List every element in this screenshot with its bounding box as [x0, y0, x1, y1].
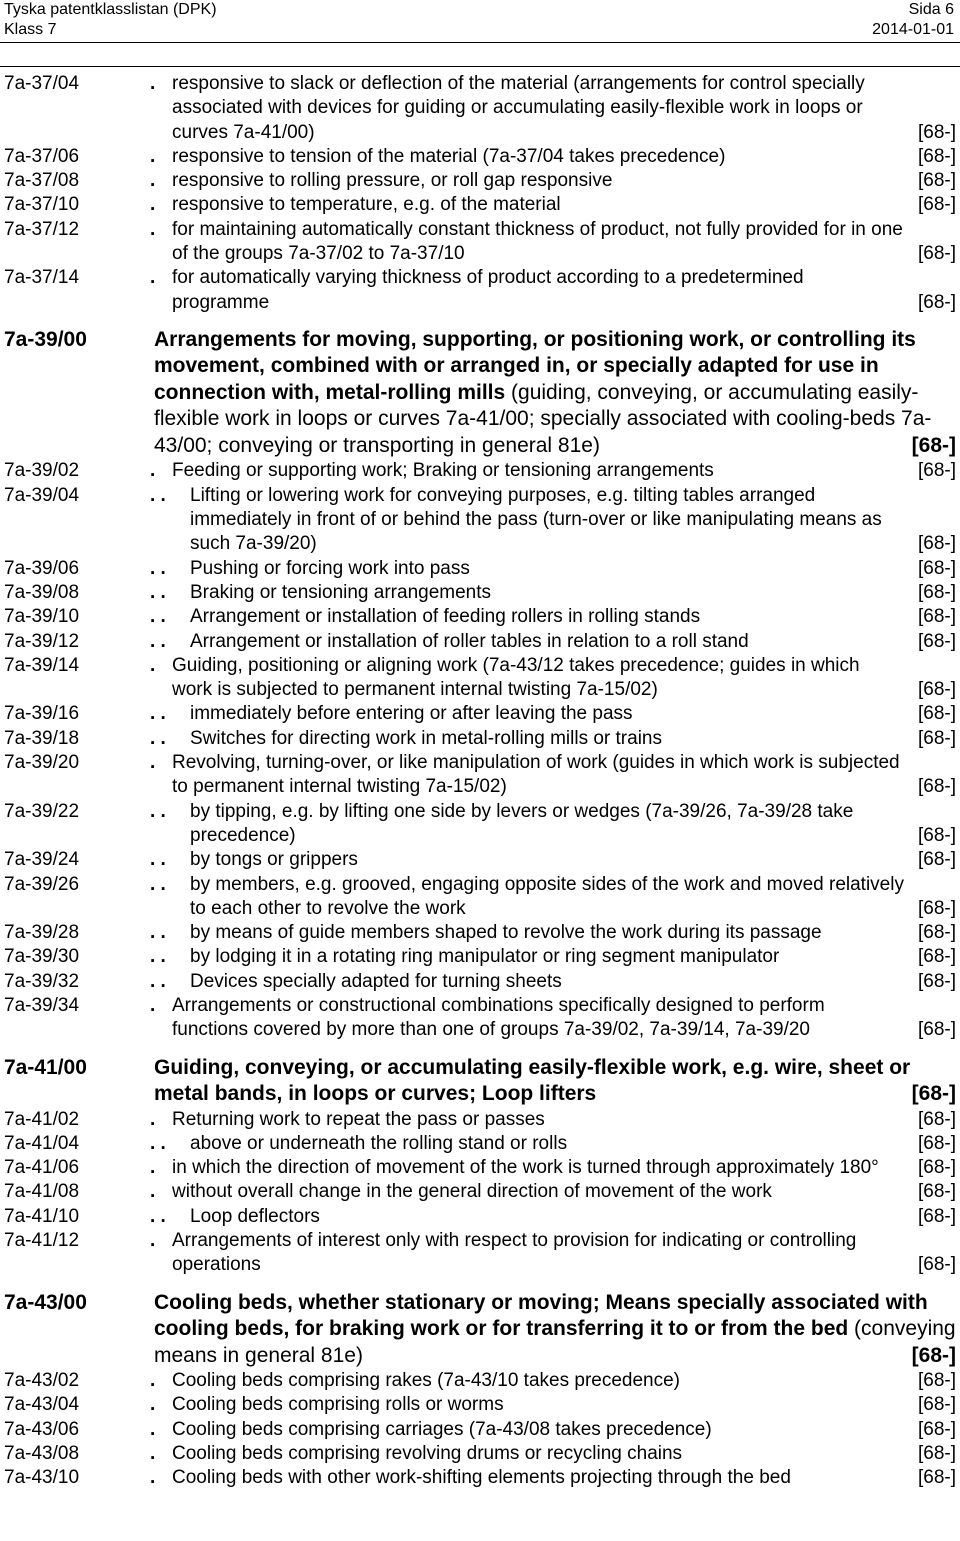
- period-reference: [68-]: [911, 1343, 956, 1367]
- group-text: for automatically varying thickness of product according to a predetermined programme: [172, 267, 804, 313]
- page-number: Sida 6: [908, 1, 954, 18]
- group-text: (guiding, conveying, or accumulating easily-flexible work in loops or curves 7a-41/00; specially associated with cooling-beds 7a-43/00; conveying or transporting in general 81e): [154, 380, 932, 457]
- group-code: 7a-39/14: [4, 654, 80, 676]
- subgroup-entry: [4, 994, 956, 1043]
- group-text: responsive to rolling pressure, or roll gap responsive: [172, 170, 613, 192]
- group-code: 7a-41/08: [4, 1181, 80, 1203]
- group-text: Lifting or lowering work for conveying purposes, e.g. tilting tables arranged immediately in front of or behind the pass (turn-over or like manipulating means as such 7a-39/20): [190, 484, 882, 555]
- subgroup-entry: [4, 1369, 956, 1393]
- group-code: 7a-39/12: [4, 630, 80, 652]
- group-code: 7a-41/04: [4, 1132, 80, 1154]
- period-reference: [68-]: [917, 946, 956, 968]
- group-code: 7a-37/12: [4, 218, 80, 240]
- indent-dots: . .: [150, 630, 166, 652]
- group-text: Cooling beds comprising carriages (7a-43/08 takes precedence): [172, 1418, 712, 1440]
- group-code: 7a-39/00: [4, 327, 87, 351]
- group-description: [150, 169, 956, 193]
- indent-dots: . .: [150, 1205, 166, 1227]
- group-code: 7a-41/02: [4, 1108, 80, 1130]
- group-text: Loop deflectors: [190, 1205, 320, 1227]
- group-code: 7a-37/10: [4, 194, 80, 216]
- main-group-entry: [4, 1290, 956, 1370]
- indent-dots: . .: [150, 484, 166, 506]
- group-description: [150, 1156, 956, 1180]
- period-reference: [68-]: [917, 291, 956, 313]
- period-reference: [68-]: [917, 824, 956, 846]
- subgroup-entry: [4, 630, 956, 654]
- period-reference: [68-]: [917, 1181, 956, 1203]
- period-reference: [68-]: [917, 1108, 956, 1130]
- period-reference: [68-]: [911, 433, 956, 457]
- header-rule-lower: [0, 66, 960, 67]
- subgroup-entry: [4, 873, 956, 922]
- group-description: [150, 193, 956, 217]
- group-text: Cooling beds comprising revolving drums or recycling chains: [172, 1443, 683, 1465]
- subgroup-entry: [4, 1180, 956, 1204]
- group-description: [150, 630, 956, 654]
- group-description: [150, 873, 956, 922]
- group-description: [150, 1393, 956, 1417]
- period-reference: [68-]: [917, 1418, 956, 1440]
- document-title: Tyska patentklasslistan (DPK): [4, 1, 217, 18]
- indent-dots: .: [150, 1467, 156, 1489]
- group-text: Arrangements of interest only with respect to provision for indicating or controlling operations: [172, 1230, 857, 1276]
- indent-dots: . .: [150, 970, 166, 992]
- subgroup-entry: [4, 702, 956, 726]
- subgroup-entry: [4, 266, 956, 315]
- period-reference: [68-]: [917, 727, 956, 749]
- classification-list: [4, 72, 956, 1491]
- page-header: [4, 0, 954, 40]
- subgroup-entry: [4, 751, 956, 800]
- group-text: by tongs or grippers: [190, 849, 358, 871]
- group-description: [150, 605, 956, 629]
- group-text: Devices specially adapted for turning sheets: [190, 970, 562, 992]
- group-text: Feeding or supporting work; Braking or tensioning arrangements: [172, 460, 714, 482]
- group-description: [150, 459, 956, 483]
- subgroup-entry: [4, 72, 956, 145]
- group-description: [150, 654, 956, 703]
- group-code: 7a-39/06: [4, 557, 80, 579]
- group-description: [150, 1229, 956, 1278]
- document-date: 2014-01-01: [872, 21, 954, 38]
- period-reference: [68-]: [917, 170, 956, 192]
- group-code: 7a-37/08: [4, 170, 80, 192]
- header-left: [4, 0, 217, 40]
- period-reference: [68-]: [917, 533, 956, 555]
- indent-dots: .: [150, 194, 156, 216]
- subgroup-entry: [4, 1442, 956, 1466]
- group-description: [150, 1442, 956, 1466]
- group-code: 7a-39/30: [4, 946, 80, 968]
- indent-dots: . .: [150, 727, 166, 749]
- period-reference: [68-]: [917, 970, 956, 992]
- indent-dots: .: [150, 145, 156, 167]
- indent-dots: . .: [150, 873, 166, 895]
- period-reference: [68-]: [917, 703, 956, 725]
- group-code: 7a-37/06: [4, 145, 80, 167]
- subgroup-entry: [4, 1393, 956, 1417]
- period-reference: [68-]: [917, 897, 956, 919]
- group-code: 7a-39/24: [4, 849, 80, 871]
- group-description: [150, 945, 956, 969]
- group-text: Cooling beds comprising rolls or worms: [172, 1394, 504, 1416]
- group-title: Guiding, conveying, or accumulating easily-flexible work, e.g. wire, sheet or metal bands, in loops or curves; Loop lifters: [154, 1055, 911, 1106]
- group-code: 7a-41/12: [4, 1230, 80, 1252]
- period-reference: [68-]: [917, 1394, 956, 1416]
- group-text: Braking or tensioning arrangements: [190, 581, 492, 603]
- subgroup-entry: [4, 727, 956, 751]
- period-reference: [68-]: [917, 849, 956, 871]
- subgroup-entry: [4, 169, 956, 193]
- group-text: responsive to slack or deflection of the material (arrangements for control specially associated with devices for guiding or accumulating easily-flexible work in loops or curves 7a-41/00): [172, 73, 865, 143]
- subgroup-entry: [4, 459, 956, 483]
- indent-dots: .: [150, 1108, 156, 1130]
- subgroup-entry: [4, 1418, 956, 1442]
- period-reference: [68-]: [917, 194, 956, 216]
- group-text: immediately before entering or after leaving the pass: [190, 703, 633, 725]
- group-description: [150, 145, 956, 169]
- group-text: Guiding, positioning or aligning work (7a-43/12 takes precedence; guides in which work is subjected to permanent internal twisting 7a-15/02): [172, 654, 860, 701]
- period-reference: [68-]: [917, 776, 956, 798]
- subgroup-entry: [4, 145, 956, 169]
- group-text: above or underneath the rolling stand or rolls: [190, 1132, 568, 1154]
- class-label: Klass 7: [4, 21, 57, 38]
- indent-dots: .: [150, 267, 156, 289]
- group-description: [154, 1055, 956, 1108]
- group-description: [154, 327, 956, 460]
- indent-dots: .: [150, 218, 156, 240]
- group-description: [150, 1205, 956, 1229]
- group-code: 7a-43/00: [4, 1290, 87, 1314]
- indent-dots: . .: [150, 606, 166, 628]
- subgroup-entry: [4, 218, 956, 267]
- group-code: 7a-39/16: [4, 703, 80, 725]
- subgroup-entry: [4, 605, 956, 629]
- group-code: 7a-39/04: [4, 484, 80, 506]
- main-group-entry: [4, 327, 956, 460]
- group-description: [154, 1290, 956, 1370]
- subgroup-entry: [4, 484, 956, 557]
- group-code: 7a-39/32: [4, 970, 80, 992]
- period-reference: [68-]: [917, 581, 956, 603]
- group-title: Arrangements for moving, supporting, or positioning work, or controlling its movement, combined with or arranged in, or specially adapted for use in connection with, metal-rolling mills: [154, 327, 916, 404]
- indent-dots: .: [150, 460, 156, 482]
- subgroup-entry: [4, 193, 956, 217]
- indent-dots: . .: [150, 800, 166, 822]
- period-reference: [68-]: [917, 922, 956, 944]
- group-text: responsive to temperature, e.g. of the material: [172, 194, 561, 216]
- period-reference: [68-]: [917, 630, 956, 652]
- header-rule: [0, 42, 960, 43]
- subgroup-entry: [4, 1156, 956, 1180]
- group-text: in which the direction of movement of the work is turned through approximately 180°: [172, 1157, 879, 1179]
- group-description: [150, 1108, 956, 1132]
- group-text: without overall change in the general direction of movement of the work: [172, 1181, 772, 1203]
- group-text: Switches for directing work in metal-rolling mills or trains: [190, 727, 662, 749]
- indent-dots: .: [150, 1157, 156, 1179]
- group-text: Cooling beds with other work-shifting elements projecting through the bed: [172, 1467, 791, 1489]
- indent-dots: .: [150, 73, 156, 94]
- group-code: 7a-39/26: [4, 873, 80, 895]
- group-text: by lodging it in a rotating ring manipulator or ring segment manipulator: [190, 946, 780, 968]
- main-group-entry: [4, 1055, 956, 1108]
- group-text: Arrangements or constructional combinations specifically designed to perform functions covered by more than one of groups 7a-39/02, 7a-39/14, 7a-39/20: [172, 995, 825, 1041]
- group-text: Pushing or forcing work into pass: [190, 557, 470, 579]
- group-description: [150, 557, 956, 581]
- group-text: (conveying means in general 81e): [154, 1317, 956, 1367]
- period-reference: [68-]: [911, 1082, 956, 1106]
- subgroup-entry: [4, 1466, 956, 1490]
- group-description: [150, 581, 956, 605]
- group-description: [150, 1369, 956, 1393]
- indent-dots: .: [150, 1443, 156, 1465]
- group-code: 7a-39/20: [4, 752, 80, 774]
- group-description: [150, 266, 956, 315]
- subgroup-entry: [4, 945, 956, 969]
- group-code: 7a-41/06: [4, 1157, 80, 1179]
- period-reference: [68-]: [917, 121, 956, 143]
- indent-dots: . .: [150, 922, 166, 944]
- group-text: by members, e.g. grooved, engaging opposite sides of the work and moved relatively to each other to revolve the work: [190, 873, 904, 919]
- group-description: [150, 702, 956, 726]
- group-text: by means of guide members shaped to revolve the work during its passage: [190, 922, 822, 944]
- subgroup-entry: [4, 1108, 956, 1132]
- period-reference: [68-]: [917, 1205, 956, 1227]
- group-description: [150, 72, 956, 145]
- group-title: Cooling beds, whether stationary or moving; Means specially associated with cooling beds, for braking work or for transferring it to or from the bed: [154, 1290, 928, 1341]
- period-reference: [68-]: [917, 243, 956, 265]
- indent-dots: .: [150, 752, 156, 774]
- group-description: [150, 751, 956, 800]
- period-reference: [68-]: [917, 460, 956, 482]
- group-code: 7a-37/14: [4, 267, 80, 289]
- subgroup-entry: [4, 581, 956, 605]
- group-text: Cooling beds comprising rakes (7a-43/10 takes precedence): [172, 1370, 680, 1392]
- subgroup-entry: [4, 654, 956, 703]
- group-code: 7a-39/02: [4, 460, 80, 482]
- group-text: for maintaining automatically constant thickness of product, not fully provided for in one of the groups 7a-37/02 to 7a-37/10: [172, 218, 903, 265]
- subgroup-entry: [4, 970, 956, 994]
- period-reference: [68-]: [917, 145, 956, 167]
- group-code: 7a-39/34: [4, 995, 80, 1016]
- period-reference: [68-]: [917, 1157, 956, 1179]
- group-code: 7a-41/00: [4, 1055, 87, 1079]
- group-description: [150, 1180, 956, 1204]
- indent-dots: .: [150, 1418, 156, 1440]
- subgroup-entry: [4, 1205, 956, 1229]
- group-code: 7a-39/10: [4, 606, 80, 628]
- indent-dots: .: [150, 170, 156, 192]
- group-description: [150, 727, 956, 751]
- indent-dots: .: [150, 1370, 156, 1392]
- group-code: 7a-41/10: [4, 1205, 80, 1227]
- indent-dots: .: [150, 1394, 156, 1416]
- period-reference: [68-]: [917, 606, 956, 628]
- period-reference: [68-]: [917, 557, 956, 579]
- indent-dots: . .: [150, 849, 166, 871]
- indent-dots: . .: [150, 557, 166, 579]
- group-text: Arrangement or installation of feeding rollers in rolling stands: [190, 606, 701, 628]
- group-code: 7a-39/28: [4, 922, 80, 944]
- period-reference: [68-]: [917, 679, 956, 701]
- group-text: responsive to tension of the material (7a-37/04 takes precedence): [172, 145, 726, 167]
- group-description: [150, 1132, 956, 1156]
- group-text: Revolving, turning-over, or like manipulation of work (guides in which work is subjected to permanent internal twisting 7a-15/02): [172, 752, 900, 798]
- group-description: [150, 1418, 956, 1442]
- indent-dots: . .: [150, 703, 166, 725]
- indent-dots: .: [150, 995, 156, 1016]
- group-description: [150, 970, 956, 994]
- group-description: [150, 921, 956, 945]
- group-code: 7a-43/08: [4, 1443, 80, 1465]
- period-reference: [68-]: [917, 1254, 956, 1276]
- group-text: Returning work to repeat the pass or passes: [172, 1108, 545, 1130]
- indent-dots: . .: [150, 581, 166, 603]
- period-reference: [68-]: [917, 1019, 956, 1041]
- subgroup-entry: [4, 800, 956, 849]
- subgroup-entry: [4, 1229, 956, 1278]
- group-code: 7a-39/22: [4, 800, 80, 822]
- group-description: [150, 848, 956, 872]
- group-description: [150, 484, 956, 557]
- group-description: [150, 994, 956, 1043]
- indent-dots: . .: [150, 946, 166, 968]
- group-code: 7a-39/18: [4, 727, 80, 749]
- group-code: 7a-43/04: [4, 1394, 80, 1416]
- header-right: [872, 0, 954, 40]
- indent-dots: .: [150, 1181, 156, 1203]
- period-reference: [68-]: [917, 1132, 956, 1154]
- period-reference: [68-]: [917, 1443, 956, 1465]
- subgroup-entry: [4, 921, 956, 945]
- indent-dots: .: [150, 1230, 156, 1252]
- group-code: 7a-43/02: [4, 1370, 80, 1392]
- indent-dots: . .: [150, 1132, 166, 1154]
- group-text: by tipping, e.g. by lifting one side by levers or wedges (7a-39/26, 7a-39/28 take precedence): [190, 800, 854, 846]
- subgroup-entry: [4, 848, 956, 872]
- indent-dots: .: [150, 654, 156, 676]
- group-text: Arrangement or installation of roller tables in relation to a roll stand: [190, 630, 749, 652]
- group-code: 7a-43/10: [4, 1467, 80, 1489]
- period-reference: [68-]: [917, 1370, 956, 1392]
- period-reference: [68-]: [917, 1467, 956, 1489]
- group-description: [150, 800, 956, 849]
- group-description: [150, 1466, 956, 1490]
- subgroup-entry: [4, 1132, 956, 1156]
- group-code: 7a-43/06: [4, 1418, 80, 1440]
- group-code: 7a-37/04: [4, 73, 80, 94]
- group-code: 7a-39/08: [4, 581, 80, 603]
- group-description: [150, 218, 956, 267]
- subgroup-entry: [4, 557, 956, 581]
